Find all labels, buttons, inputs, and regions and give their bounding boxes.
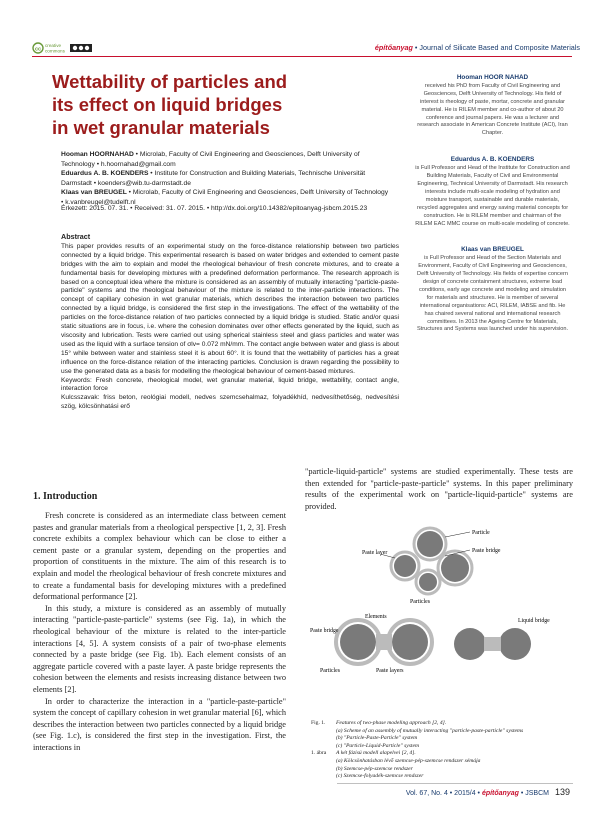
journal-name: • Journal of Silicate Based and Composite Materials (412, 43, 580, 52)
header-rule (32, 56, 572, 57)
label-particles-2: Particles (320, 668, 340, 674)
caption-label: 1. ábra (311, 750, 327, 757)
label-liquid-bridge: Liquid bridge (518, 618, 550, 624)
paste-system-diagram (310, 614, 432, 674)
creative-commons-logo (32, 41, 96, 53)
author-bios (415, 74, 570, 336)
caption-text: (a) Scheme of an assembly of mutually interacting "particle-paste-particle" systems (336, 727, 524, 734)
caption-text: (a) Kölcsönhatásban lévő szemcse-pép-szemcse rendszer sémája (336, 757, 481, 764)
caption-row (311, 735, 571, 743)
paragraph: Fresh concrete is considered as an intermediate class between cement pastes and granular materials from a rheological perspective [1, 2, 3]. Fresh concrete exhibits a complex behaviour which can be close to either a cement paste or a granular system, depending on the properties and proportion of constituents in the mixture. The aim of this research is to explain and model the rheological behaviour of fresh concrete mixtures and to create a fundamental basis for developing mixtures with a predefined deformational performance [2]. (33, 511, 286, 602)
footer-suffix: • JSBCM (518, 790, 549, 797)
caption-label (311, 735, 336, 743)
author-name: Hooman HOORNAHAD (61, 151, 134, 158)
label-paste-bridge: Paste bridge (472, 548, 501, 554)
caption-text: (c) Szemcse-folyadék-szemcse rendszer (336, 773, 424, 780)
page-number: 139 (554, 787, 570, 797)
author-affiliation: • Institute for Construction and Building Materials, Technische Universität Darmstadt • koenders@wib.tu-darmstadt.de (61, 170, 366, 187)
figure-caption (311, 720, 571, 781)
abstract-heading: Abstract (61, 232, 91, 241)
author-name: Klaas van BREUGEL (61, 189, 127, 197)
caption-row (311, 773, 571, 781)
paragraph: "particle-liquid-particle" systems are studied experimentally. These tests are then extended for "particle-paste-particle" systems. In this paper preliminary results of the experimental work on "particle-liquid-particle" systems are provided. (305, 467, 573, 511)
paragraph: In order to characterize the interaction in a "particle-paste-particle" system the concept of capillary cohesion in wet granular material [6], which describes the interaction between two particles connected by a liquid bridge (see Fig. 1.c), is considered the first step in the investigation. First, the interactions in (33, 696, 286, 752)
bio-text: is Full Professor and Head of the Section Materials and Environment, Faculty of Civil Engineering and Geosciences, Delft University of Technology. His fields of expertise concern design of concrete containment structures, extreme load conditions, early age concrete and modeling and simulation for materials and structures. He is member of several international organisations: ACI, RILEM, IABSE and fib. He has chaired several national and international research committees. In 2013 the Ageing Centre for Materials, Structures and Systems was launched under his supervision. (416, 255, 569, 333)
caption-label: Fig. 1. (311, 720, 326, 726)
caption-text: (c) "Particle-Liquid-Particle" system (336, 742, 419, 749)
author-affiliation: • Microlab, Faculty of Civil Engineering and Geosciences, Delft University of Technology • k.vanbreugel@tudelft.nl (61, 189, 389, 206)
caption-row (311, 750, 571, 758)
author-list (61, 150, 391, 208)
caption-label (311, 766, 336, 774)
page-footer (340, 787, 570, 797)
kulcsszavak: Kulcsszavak: friss beton, reológiai modell, nedves szemcsehalmaz, folyadékhíd, nedvesíthetőség, nedvesítési szög, kölcsönhatási erő (61, 394, 399, 411)
bio-name: Klaas van BREUGEL (461, 246, 524, 254)
magazine-name: építőanyag (374, 43, 413, 52)
label-paste-bridge-2: Paste bridge (310, 628, 339, 634)
bio-text: received his PhD from Faculty of Civil Engineering and Geosciences, Delft University of Technology. His field of interest is rheology of paste, mortar, concrete and granular material. He is RILEM member and co-author of about 20 conference and journal papers. He was a lecturer and research associate in American Concrete Institute (ACI), Iran Chapter. (417, 82, 568, 137)
right-column (305, 466, 573, 512)
liquid-system-diagram (454, 618, 550, 660)
label-particles: Particles (410, 599, 430, 605)
keywords: Keywords: Fresh concrete, rheological model, wet granular material, liquid bridge, wettability, contact angle, interaction force (61, 376, 399, 393)
caption-label (311, 773, 336, 781)
journal-header (235, 43, 580, 52)
caption-label (311, 728, 336, 736)
author-entry (61, 169, 391, 188)
caption-text: (b) Szemcse-pép-szemcse rendszer (336, 765, 413, 772)
author-affiliation: • Microlab, Faculty of Civil Engineering and Geosciences, Delft University of Technology • h.hoornahad@gmail.com (61, 151, 360, 168)
label-paste-layers: Paste layers (376, 668, 404, 674)
svg-text:commons: commons (45, 48, 65, 54)
caption-text: A két fázisú modell alapelvei [2, 4]. (336, 750, 416, 757)
abstract (61, 233, 399, 412)
caption-text: (b) "Particle-Paste-Particle" system (336, 735, 418, 742)
abstract-text: This paper provides results of an experimental study on the force-distance relationship between two particles connected by a liquid bridge. This experimental research is based on water bridges and extended to cement paste bridges with the aim to explain and model the rheological behaviour of fresh concrete mixtures, and to create a fundamental basis for developing mixtures with a predefined deformation performance. The research approach is based on a conceptual idea where the mixture is considered as an assembly of mutually interacting "particle-paste-particle" systems and the rheological behaviour of the mixture is related to the inter-particle interactions. The concept of capillary cohesion in wet granular materials, which describes the interaction between two particles connected by a liquid bridge, is considered the first step in the investigations. The effect of the wettability of the particles on the force-distance relation of two particles connected by a liquid bridge is studied. Static and/or quasi static situations are in focus, i.e. where the cohesion dominates over other effects generated by the liquid, such as viscosity and lubrication. Tests were carried out using spherical stainless steel and glass particles and water was used as the liquid with a surface tension of σlv= 0.072 mN/mm. The contact angle between water and glass is about 15° while between water and stainless steel it is about 60°. It is found that the wettability of particles has a great influence on the force-distance relation of the interacting particles. Conclusion is drawn regarding the possibility to use the generated data as a basis for modelling the rheological behaviour of cement-based mixtures. (61, 242, 399, 375)
left-column (33, 510, 286, 753)
bio-name: Eduardus A. B. KOENDERS (450, 156, 535, 164)
author-name: Eduardus A. B. KOENDERS (61, 170, 149, 178)
section-heading: 1. Introduction (33, 491, 98, 502)
label-paste-layer: Paste layer (362, 550, 388, 556)
footer-rule (337, 783, 573, 784)
article-title: Wettability of particles and its effect on liquid bridges in wet granular materials (52, 71, 288, 138)
assembly-diagram (362, 528, 501, 605)
footer-magazine: építőanyag (481, 790, 519, 797)
caption-label (311, 758, 336, 766)
caption-row (311, 758, 571, 766)
svg-text:cc: cc (35, 46, 42, 53)
paragraph: In this study, a mixture is considered as an assembly of mutually interacting "particle-paste-particle" systems (see Fig. 1a), in which the rheological behaviour of the mixture is related to the inter-particle interactions [4, 5]. A system consists of a pair of two-phase elements connected by a paste bridge (see Fig. 1b). Each element consists of an aggregate particle covered with a paste layer. A paste bridge represents the cohesion between the elements and resists increasing distance between two elements [2]. (33, 603, 286, 694)
footer-volume: Vol. 67, No. 4 • 2015/4 • (405, 790, 482, 797)
author-entry (61, 150, 391, 169)
label-particle: Particle (472, 530, 490, 536)
received-date: Érkezett: 2015. 07. 31. • Received: 31. 07. 2015. • http://dx.doi.org/10.14382/epitoanyag-jsbcm.2015.23 (61, 205, 368, 212)
caption-label (311, 743, 336, 751)
caption-text: Features of two-phase modeling approach [2, 4]. (336, 720, 447, 726)
svg-text:creative: creative (45, 43, 62, 48)
bio-text: is Full Professor and Head of the Institute for Construction and Building Materials, Faculty of Civil and Environmental Engineering, Technical University of Darmstadt. His research interests include multi-scale modeling of hydration and moisture transport, sustainable and durable materials, recycled aggregates and energy saving material concepts for construction. He is RILEM member and chairman of the RILEM EAC MMC course on multi-scale modeling of concrete. (415, 165, 570, 227)
label-elements: Elements (365, 614, 387, 620)
caption-row (311, 720, 571, 728)
bio-name: Hooman HOOR NAHAD (456, 74, 529, 81)
